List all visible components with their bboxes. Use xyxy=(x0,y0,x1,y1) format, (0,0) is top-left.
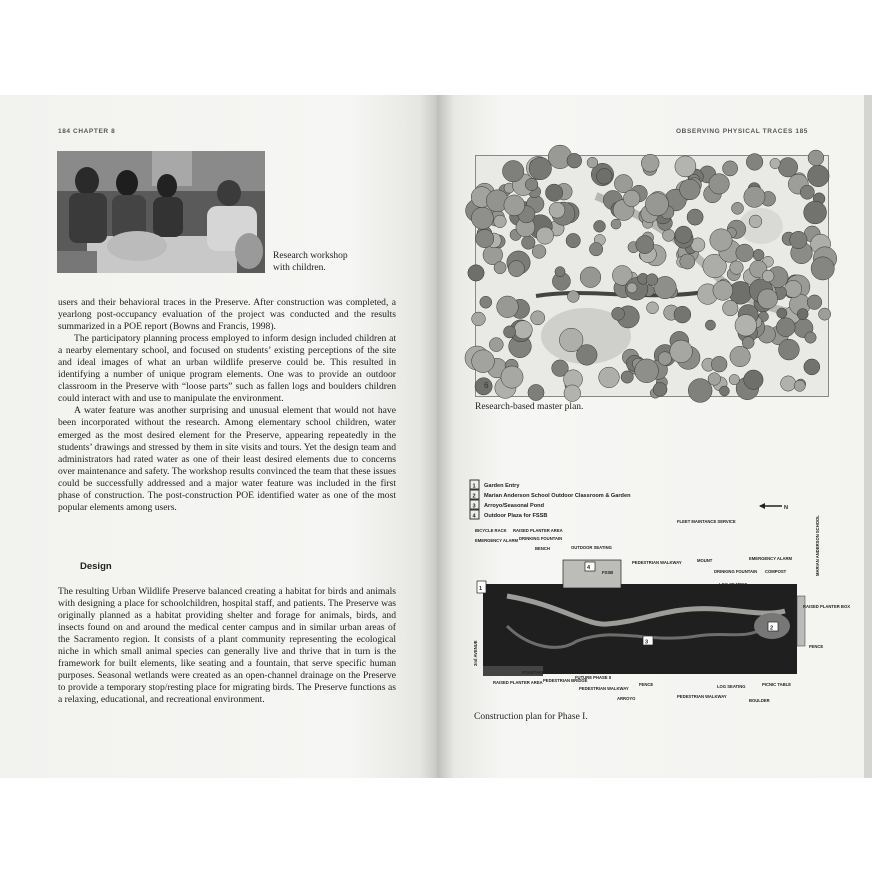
label-drinking: DRINKING FOUNTAIN xyxy=(714,569,758,574)
legend-number: 2 xyxy=(472,493,476,500)
construction-plan-caption: Construction plan for Phase I. xyxy=(474,712,588,722)
body-text-upper xyxy=(58,297,396,514)
body-text-lower xyxy=(58,586,396,706)
label-emergency: EMERGENCY ALARM xyxy=(475,538,519,543)
legend-number: 4 xyxy=(472,513,476,520)
master-plan-drawing xyxy=(476,156,828,396)
legend-label: Marian Anderson School Outdoor Classroom & Garden xyxy=(484,493,631,499)
label-avenue: 2nd AVENUE xyxy=(473,640,478,666)
site-area xyxy=(483,584,797,674)
master-plan-figure xyxy=(475,155,829,397)
label-raised-planter: RAISED PLANTER AREA xyxy=(513,528,563,533)
label-compost: COMPOST xyxy=(765,569,787,574)
label-emergency: EMERGENCY ALARM xyxy=(749,556,793,561)
construction-plan-drawing xyxy=(467,476,850,708)
label-bench: BENCH xyxy=(535,546,550,551)
label-fence: FENCE xyxy=(639,682,654,687)
label-arroyo: ARROYO xyxy=(617,696,636,701)
legend-number: 1 xyxy=(472,483,476,490)
legend-number: 3 xyxy=(472,503,476,510)
workshop-photo xyxy=(57,151,265,273)
left-running-head: 184 CHAPTER 8 xyxy=(58,128,116,135)
label-fence: FENCE xyxy=(809,644,824,649)
photo-caption-line2: with children. xyxy=(273,263,326,273)
label-log-seating: LOG SEATING xyxy=(717,684,746,689)
label-raised-planter-box: RAISED PLANTER BOX xyxy=(803,604,850,609)
label-outdoor-seating: OUTDOOR SEATING xyxy=(571,545,612,550)
label-fssb: FSSB xyxy=(602,570,614,575)
label-picnic: PICNIC TABLE xyxy=(762,682,792,687)
label-fountain: FOUNTAIN xyxy=(522,670,544,675)
construction-plan-figure xyxy=(467,476,850,708)
site-marker: 1 xyxy=(479,586,483,592)
label-mount: MOUNT xyxy=(697,558,713,563)
label-school: MARIAN ANDERSON SCHOOL xyxy=(815,515,820,576)
page-edge xyxy=(864,95,872,778)
paragraph: The participatory planning process employed to inform design included children at a nearby elementary school, and focused on students’ existing perceptions of the site and ideal images of what an urban wildlife preserve could be. This resulted in identifying a number of unique program elements. One was to provide an outdoor classroom in the Preserve with “loose parts” such as fallen logs and boulders children could interact with and use to manipulate the environment. xyxy=(58,333,396,405)
photo-caption-line1: Research workshop xyxy=(273,251,348,261)
label-bicycle: BICYCLE RACK xyxy=(475,528,507,533)
label-raised-planter: RAISED PLANTER AREA xyxy=(493,680,543,685)
legend-label: Arroyo/Seasonal Pond xyxy=(484,503,544,509)
legend-label: Outdoor Plaza for FSSB xyxy=(484,513,548,519)
label-bridge: PEDESTRIAN BRIDGE xyxy=(543,678,588,683)
paragraph: A water feature was another surprising and unusual element that would not have been incorporated without the research. Among elementary school children, water emerged as the most desired element for the Preserve, appearing repeatedly in the students’ drawings and stressed by them in site visits and tours. Yet the design team and administrators had rated water as one of their least desired elements due to concerns over maintenance and safety. The workshop results convinced the team that these issues could be successfully addressed and a major water feature was included in the first phase of construction. The post-construction POE identified water as one of the most popular elements among users. xyxy=(58,405,396,513)
paragraph: users and their behavioral traces in the Preserve. After construction was completed, a yearlong post-occupancy evaluation of the project was conducted and the results summarized in a POE report (Bowns and Francis, 1998). xyxy=(58,297,396,333)
north-label: N xyxy=(784,505,789,511)
legend-label: Garden Entry xyxy=(484,483,520,489)
label-walkway: PEDESTRIAN WALKWAY xyxy=(677,694,727,699)
label-future-phase: FUTURE PHASE II xyxy=(575,675,612,680)
site-marker: 3 xyxy=(645,639,649,646)
label-drinking: DRINKING FOUNTAIN xyxy=(519,536,563,541)
section-heading: Design xyxy=(80,561,112,572)
site-marker: 4 xyxy=(587,565,591,571)
plan-marker: 6 xyxy=(484,381,489,390)
right-running-head: OBSERVING PHYSICAL TRACES 185 xyxy=(676,128,809,135)
label-walkway: PEDESTRIAN WALKWAY xyxy=(579,686,629,691)
label-walkway: PEDESTRIAN WALKWAY xyxy=(632,560,682,565)
master-plan-caption: Research-based master plan. xyxy=(475,402,584,412)
site-marker: 2 xyxy=(770,625,774,632)
paragraph: The resulting Urban Wildlife Preserve balanced creating a habitat for birds and animals with designing a place for schoolchildren, hospital staff, and patients. The Preserve was originally planned as a habitat providing shelter and forage for animals, birds, and insects found on and around the medical center campus and in similar urban areas of the Sacramento region. It consists of a plant community representing the ecological niche in which small animal species can generally live and thrive that in turn is the framework for built elements, like seating and a fountain, that serve specific human purposes. Seasonal wetlands were created as an open-channel drainage on the Preserve to provide a temporary stop/resting place for migrating birds. The Preserve functions as a relaxing, educational, and recreational environment. xyxy=(58,586,396,706)
label-boulder: BOULDER xyxy=(749,698,770,703)
label-fleet: FLEET MAINTANCE SERVICE xyxy=(677,519,736,524)
